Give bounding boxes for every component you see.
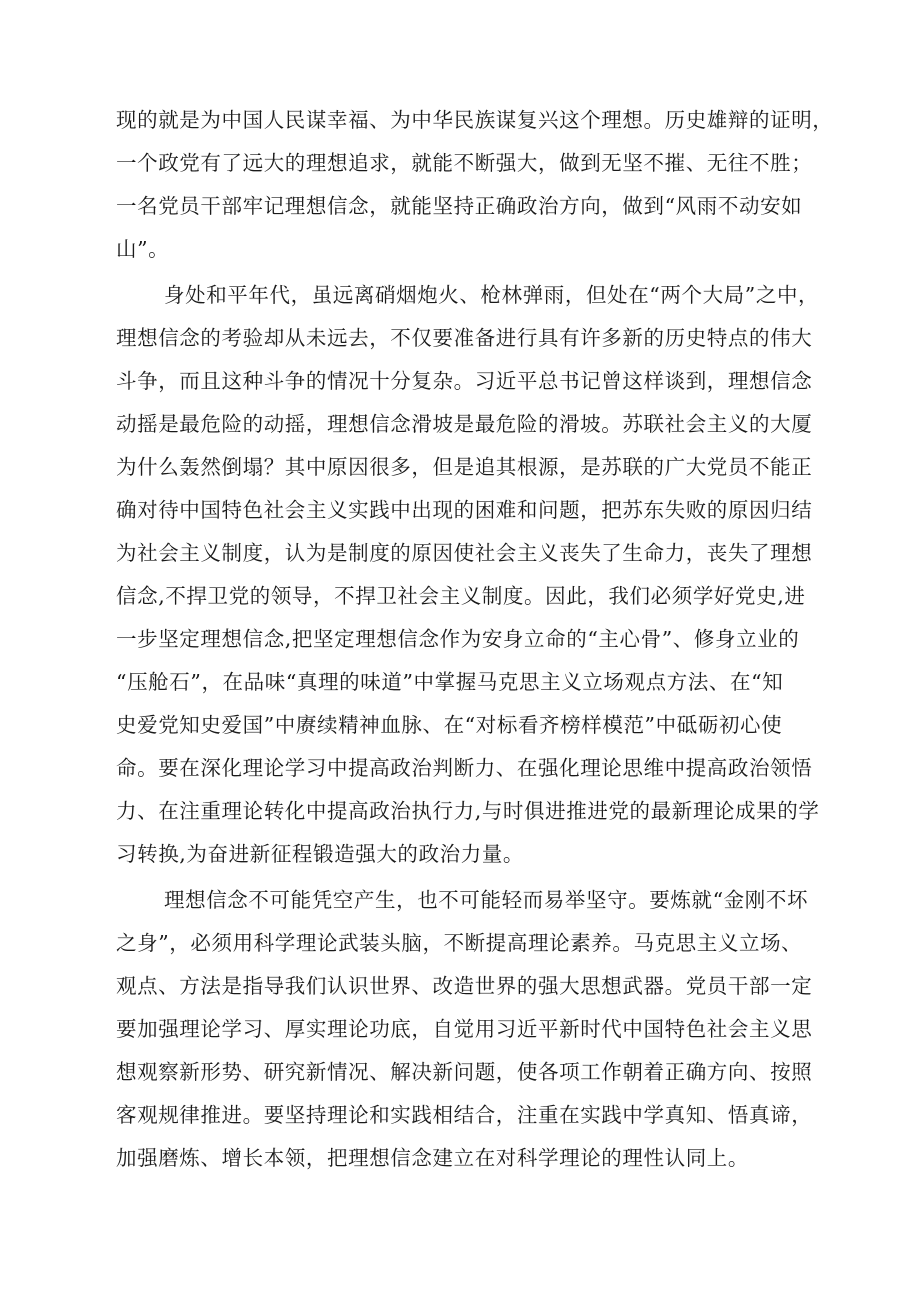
paragraph-line: 山”。 [116, 237, 170, 261]
paragraph-line: 命。要在深化理论学习中提高政治判断力、在强化理论思维中提高政治领悟 [116, 756, 813, 780]
paragraph-line: 确对待中国特色社会主义实践中出现的困难和问题，把苏东失败的原因归结 [116, 498, 813, 522]
paragraph-line: 斗争，而且这种斗争的情况十分复杂。习近平总书记曾这样谈到，理想信念 [116, 369, 813, 393]
paragraph-line: 之身”，必须用科学理论武装头脑，不断提高理论素养。马克思主义立场、 [116, 931, 803, 955]
paragraph-line: 信念,不捍卫党的领导，不捍卫社会主义制度。因此，我们必须学好党史,进 [116, 584, 806, 608]
paragraph-line: 现的就是为中国人民谋幸福、为中华民族谋复兴这个理想。历史雄辩的证明， [116, 108, 834, 132]
paragraph-line: 观点、方法是指导我们认识世界、改造世界的强大思想武器。党员干部一定 [116, 974, 813, 998]
paragraph-line: 史爱党知史爱国”中赓续精神血脉、在“对标看齐榜样模范”中砥砺初心使 [116, 713, 783, 737]
paragraph-first-line: 理想信念不可能凭空产生，也不可能轻而易举坚守。要炼就“金刚不坏 [164, 888, 809, 912]
paragraph-line: 一名党员干部牢记理想信念，就能坚持正确政治方向，做到“风雨不动安如 [116, 194, 803, 218]
paragraph-line: 想观察新形势、研究新情况、解决新问题，使各项工作朝着正确方向、按照 [116, 1060, 813, 1084]
paragraph-line: 要加强理论学习、厚实理论功底，自觉用习近平新时代中国特色社会主义思 [116, 1017, 813, 1041]
paragraph-line: 理想信念的考验却从未远去，不仅要准备进行具有许多新的历史特点的伟大 [116, 326, 813, 350]
paragraph-line: 一个政党有了远大的理想追求，就能不断强大，做到无坚不摧、无往不胜； [116, 151, 813, 175]
paragraph-line: 为什么轰然倒塌？其中原因很多，但是追其根源，是苏联的广大党员不能正 [116, 455, 813, 479]
paragraph-line: 加强磨炼、增长本领，把理想信念建立在对科学理论的理性认同上。 [116, 1146, 749, 1170]
paragraph-line: 客观规律推进。要坚持理论和实践相结合，注重在实践中学真知、悟真谛， [116, 1103, 813, 1127]
paragraph-first-line: 身处和平年代，虽远离硝烟炮火、枪林弹雨，但处在“两个大局”之中， [164, 283, 820, 307]
paragraph-line: 动摇是最危险的动摇，理想信念滑坡是最危险的滑坡。苏联社会主义的大厦 [116, 412, 813, 436]
paragraph-line: 为社会主义制度，认为是制度的原因使社会主义丧失了生命力，丧失了理想 [116, 541, 813, 565]
paragraph-line: 习转换,为奋进新征程锻造强大的政治力量。 [116, 842, 525, 866]
paragraph-line: 力、在注重理论转化中提高政治执行力,与时俱进推进党的最新理论成果的学 [116, 799, 820, 823]
paragraph-line: 一步坚定理想信念,把坚定理想信念作为安身立命的“主心骨”、修身立业的 [116, 627, 800, 651]
paragraph-line: “压舱石”，在品味“真理的味道”中掌握马克思主义立场观点方法、在“知 [116, 670, 784, 694]
